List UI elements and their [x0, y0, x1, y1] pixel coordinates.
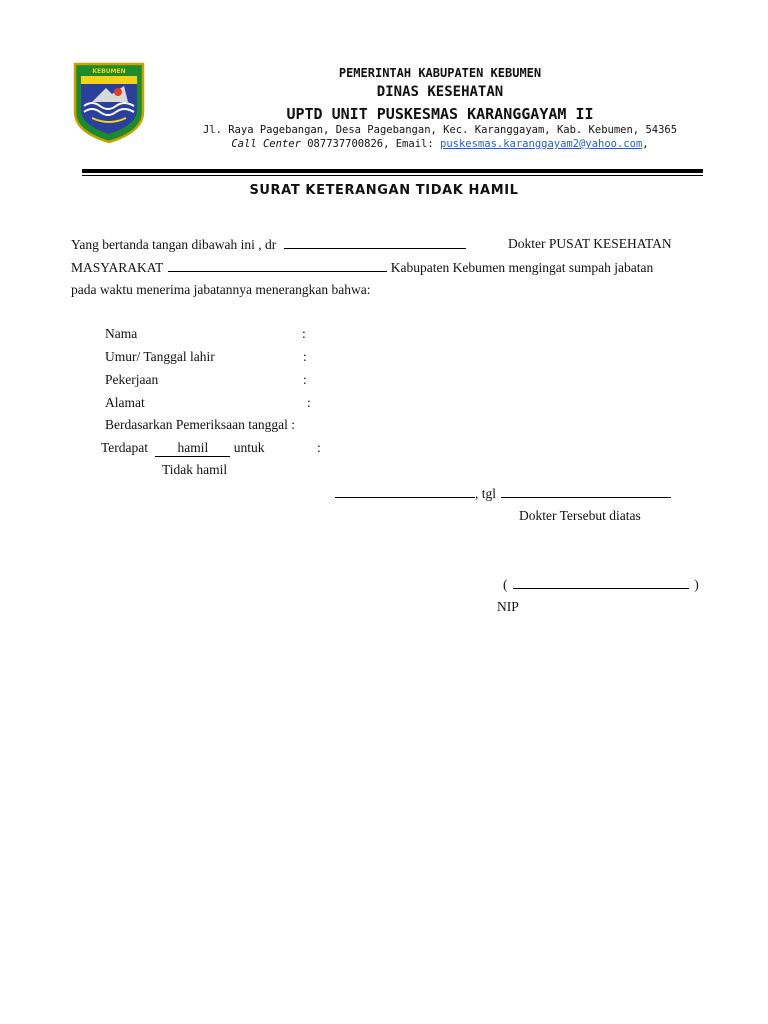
result-colon: :: [317, 440, 321, 455]
signature-name-line: [503, 576, 699, 593]
intro-line-2: [71, 259, 653, 276]
field-label-umur: Umur/ Tanggal lahir: [105, 349, 215, 364]
date-blank: [501, 485, 671, 498]
intro-text-masyarakat: MASYARAKAT: [71, 260, 164, 275]
call-center-label: Call Center: [231, 138, 301, 150]
field-label-nama: Nama: [105, 326, 138, 341]
field-colon-alamat: :: [307, 395, 311, 410]
puskesmas-name-blank: [168, 259, 387, 272]
header-divider-thick: [82, 169, 703, 173]
intro-line-1-right: Dokter PUSAT KESEHATAN: [508, 236, 672, 251]
field-label-pemeriksaan: Berdasarkan Pemeriksaan tanggal :: [105, 417, 296, 432]
result-alternative: Tidak hamil: [162, 462, 228, 477]
intro-line-1: [71, 236, 466, 253]
email-link[interactable]: puskesmas.karanggayam2@yahoo.com: [440, 138, 643, 150]
place-blank: [335, 485, 475, 498]
kebumen-coat-of-arms-icon: [72, 62, 146, 144]
doctor-name-blank: [284, 236, 466, 249]
header-divider-thin: [82, 175, 703, 176]
signature-name-blank: [513, 576, 689, 589]
result-value: hamil: [155, 440, 230, 457]
doctor-title: Dokter Tersebut diatas: [519, 508, 641, 523]
close-paren: ): [694, 577, 699, 592]
place-date-line: [335, 485, 671, 502]
result-suffix: untuk: [233, 440, 265, 455]
field-colon-nama: :: [302, 326, 306, 341]
field-colon-pekerjaan: :: [303, 372, 307, 387]
call-center-number: 087737700826, Email:: [307, 138, 434, 150]
open-paren: (: [503, 577, 508, 592]
trailing-comma: ,: [642, 138, 649, 150]
intro-line-3: pada waktu menerima jabatannya menerangkan bahwa:: [71, 282, 371, 297]
result-prefix: Terdapat: [101, 440, 149, 455]
logo-text: KEBUMEN: [92, 68, 126, 75]
result-line: [101, 440, 265, 457]
document-title: SURAT KETERANGAN TIDAK HAMIL: [249, 183, 519, 198]
nip-label: NIP: [497, 599, 519, 614]
field-label-alamat: Alamat: [105, 395, 145, 410]
header-contact: [160, 138, 720, 150]
intro-text-a: Yang bertanda tangan dibawah ini , dr: [71, 237, 277, 252]
header-line-government: PEMERINTAH KABUPATEN KEBUMEN: [338, 66, 542, 80]
field-colon-umur: :: [303, 349, 307, 364]
field-label-pekerjaan: Pekerjaan: [105, 372, 159, 387]
header-line-department: DINAS KESEHATAN: [376, 84, 504, 100]
header-address: Jl. Raya Pagebangan, Desa Pagebangan, Kec. Karanggayam, Kab. Kebumen, 54365: [202, 124, 678, 136]
intro-text-b: Kabupaten Kebumen mengingat sumpah jabatan: [390, 260, 654, 275]
header-line-unit: UPTD UNIT PUSKESMAS KARANGGAYAM II: [286, 105, 594, 123]
tgl-label: , tgl: [475, 486, 497, 501]
